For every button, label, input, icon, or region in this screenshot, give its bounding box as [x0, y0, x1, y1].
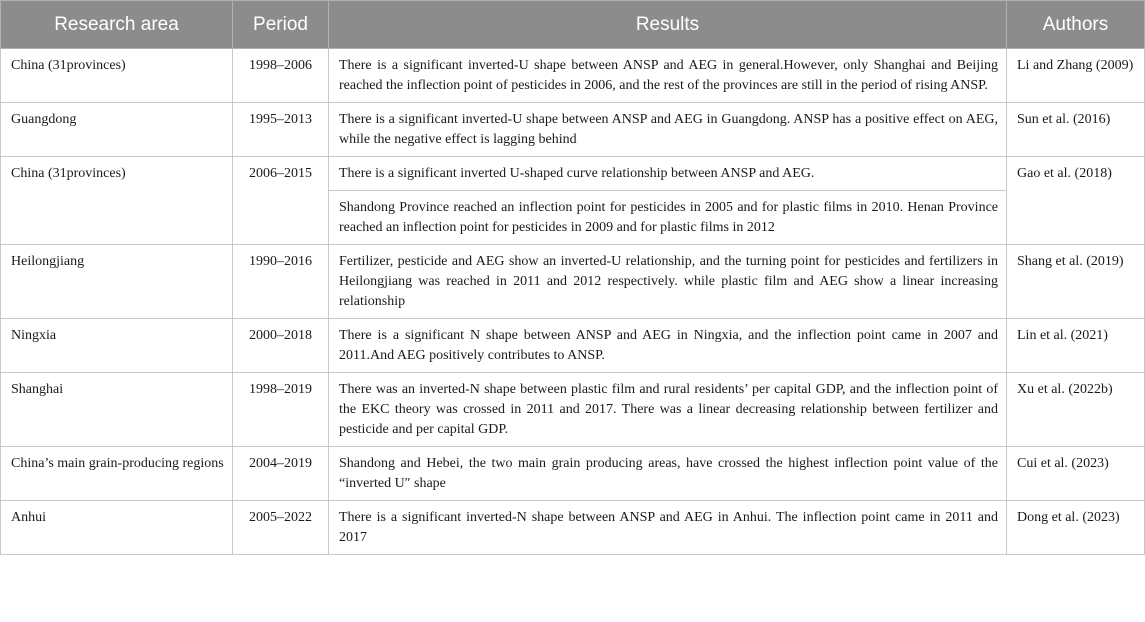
header-period: Period	[233, 1, 329, 49]
cell-authors: Sun et al. (2016)	[1007, 103, 1145, 157]
cell-results: There is a significant inverted U-shaped curve relationship between ANSP and AEG.	[329, 157, 1007, 191]
cell-results: There is a significant inverted-N shape between ANSP and AEG in Anhui. The inflection point came in 2011 and 2017	[329, 501, 1007, 555]
cell-research-area: Shanghai	[1, 373, 233, 447]
table-row	[1, 319, 1145, 373]
cell-results: There was an inverted-N shape between plastic film and rural residents’ per capital GDP, and the inflection point of the EKC theory was crossed in 2011 and 2017. There was a linear decreasing relationship between fertilizer and pesticide and per capital GDP.	[329, 373, 1007, 447]
table-row	[1, 49, 1145, 103]
cell-research-area: China’s main grain-producing regions	[1, 447, 233, 501]
table-row	[1, 157, 1145, 191]
cell-results: Shandong and Hebei, the two main grain producing areas, have crossed the highest inflection point value of the “inverted U″ shape	[329, 447, 1007, 501]
cell-research-area: China (31provinces)	[1, 157, 233, 245]
cell-period: 2006–2015	[233, 157, 329, 245]
table-row	[1, 501, 1145, 555]
cell-research-area: Guangdong	[1, 103, 233, 157]
header-row	[1, 1, 1145, 49]
cell-results-continued: Shandong Province reached an inflection point for pesticides in 2005 and for plastic films in 2010. Henan Province reached an inflection point for pesticides in 2009 and for plastic films in 2012	[329, 191, 1007, 245]
cell-results: There is a significant N shape between ANSP and AEG in Ningxia, and the inflection point came in 2007 and 2011.And AEG positively contributes to ANSP.	[329, 319, 1007, 373]
cell-research-area: China (31provinces)	[1, 49, 233, 103]
cell-period: 1995–2013	[233, 103, 329, 157]
cell-results: There is a significant inverted-U shape between ANSP and AEG in Guangdong. ANSP has a positive effect on AEG, while the negative effect is lagging behind	[329, 103, 1007, 157]
cell-period: 1990–2016	[233, 245, 329, 319]
cell-period: 2004–2019	[233, 447, 329, 501]
cell-research-area: Heilongjiang	[1, 245, 233, 319]
cell-authors: Dong et al. (2023)	[1007, 501, 1145, 555]
table-row	[1, 245, 1145, 319]
table-row	[1, 373, 1145, 447]
cell-results: Fertilizer, pesticide and AEG show an inverted-U relationship, and the turning point for pesticides and fertilizers in Heilongjiang was reached in 2011 and 2012 respectively. while plastic film and AEG show a linear increasing relationship	[329, 245, 1007, 319]
header-research-area: Research area	[1, 1, 233, 49]
cell-authors: Shang et al. (2019)	[1007, 245, 1145, 319]
table-body	[1, 49, 1145, 555]
cell-authors: Gao et al. (2018)	[1007, 157, 1145, 245]
cell-period: 1998–2006	[233, 49, 329, 103]
table-header	[1, 1, 1145, 49]
cell-authors: Li and Zhang (2009)	[1007, 49, 1145, 103]
cell-authors: Xu et al. (2022b)	[1007, 373, 1145, 447]
table-row	[1, 103, 1145, 157]
cell-results: There is a significant inverted-U shape between ANSP and AEG in general.However, only Shanghai and Beijing reached the inflection point of pesticides in 2006, and the rest of the provinces are still in the period of rising ANSP.	[329, 49, 1007, 103]
header-authors: Authors	[1007, 1, 1145, 49]
cell-authors: Cui et al. (2023)	[1007, 447, 1145, 501]
cell-research-area: Anhui	[1, 501, 233, 555]
table-row	[1, 447, 1145, 501]
cell-period: 2005–2022	[233, 501, 329, 555]
cell-period: 2000–2018	[233, 319, 329, 373]
cell-period: 1998–2019	[233, 373, 329, 447]
header-results: Results	[329, 1, 1007, 49]
cell-authors: Lin et al. (2021)	[1007, 319, 1145, 373]
cell-research-area: Ningxia	[1, 319, 233, 373]
